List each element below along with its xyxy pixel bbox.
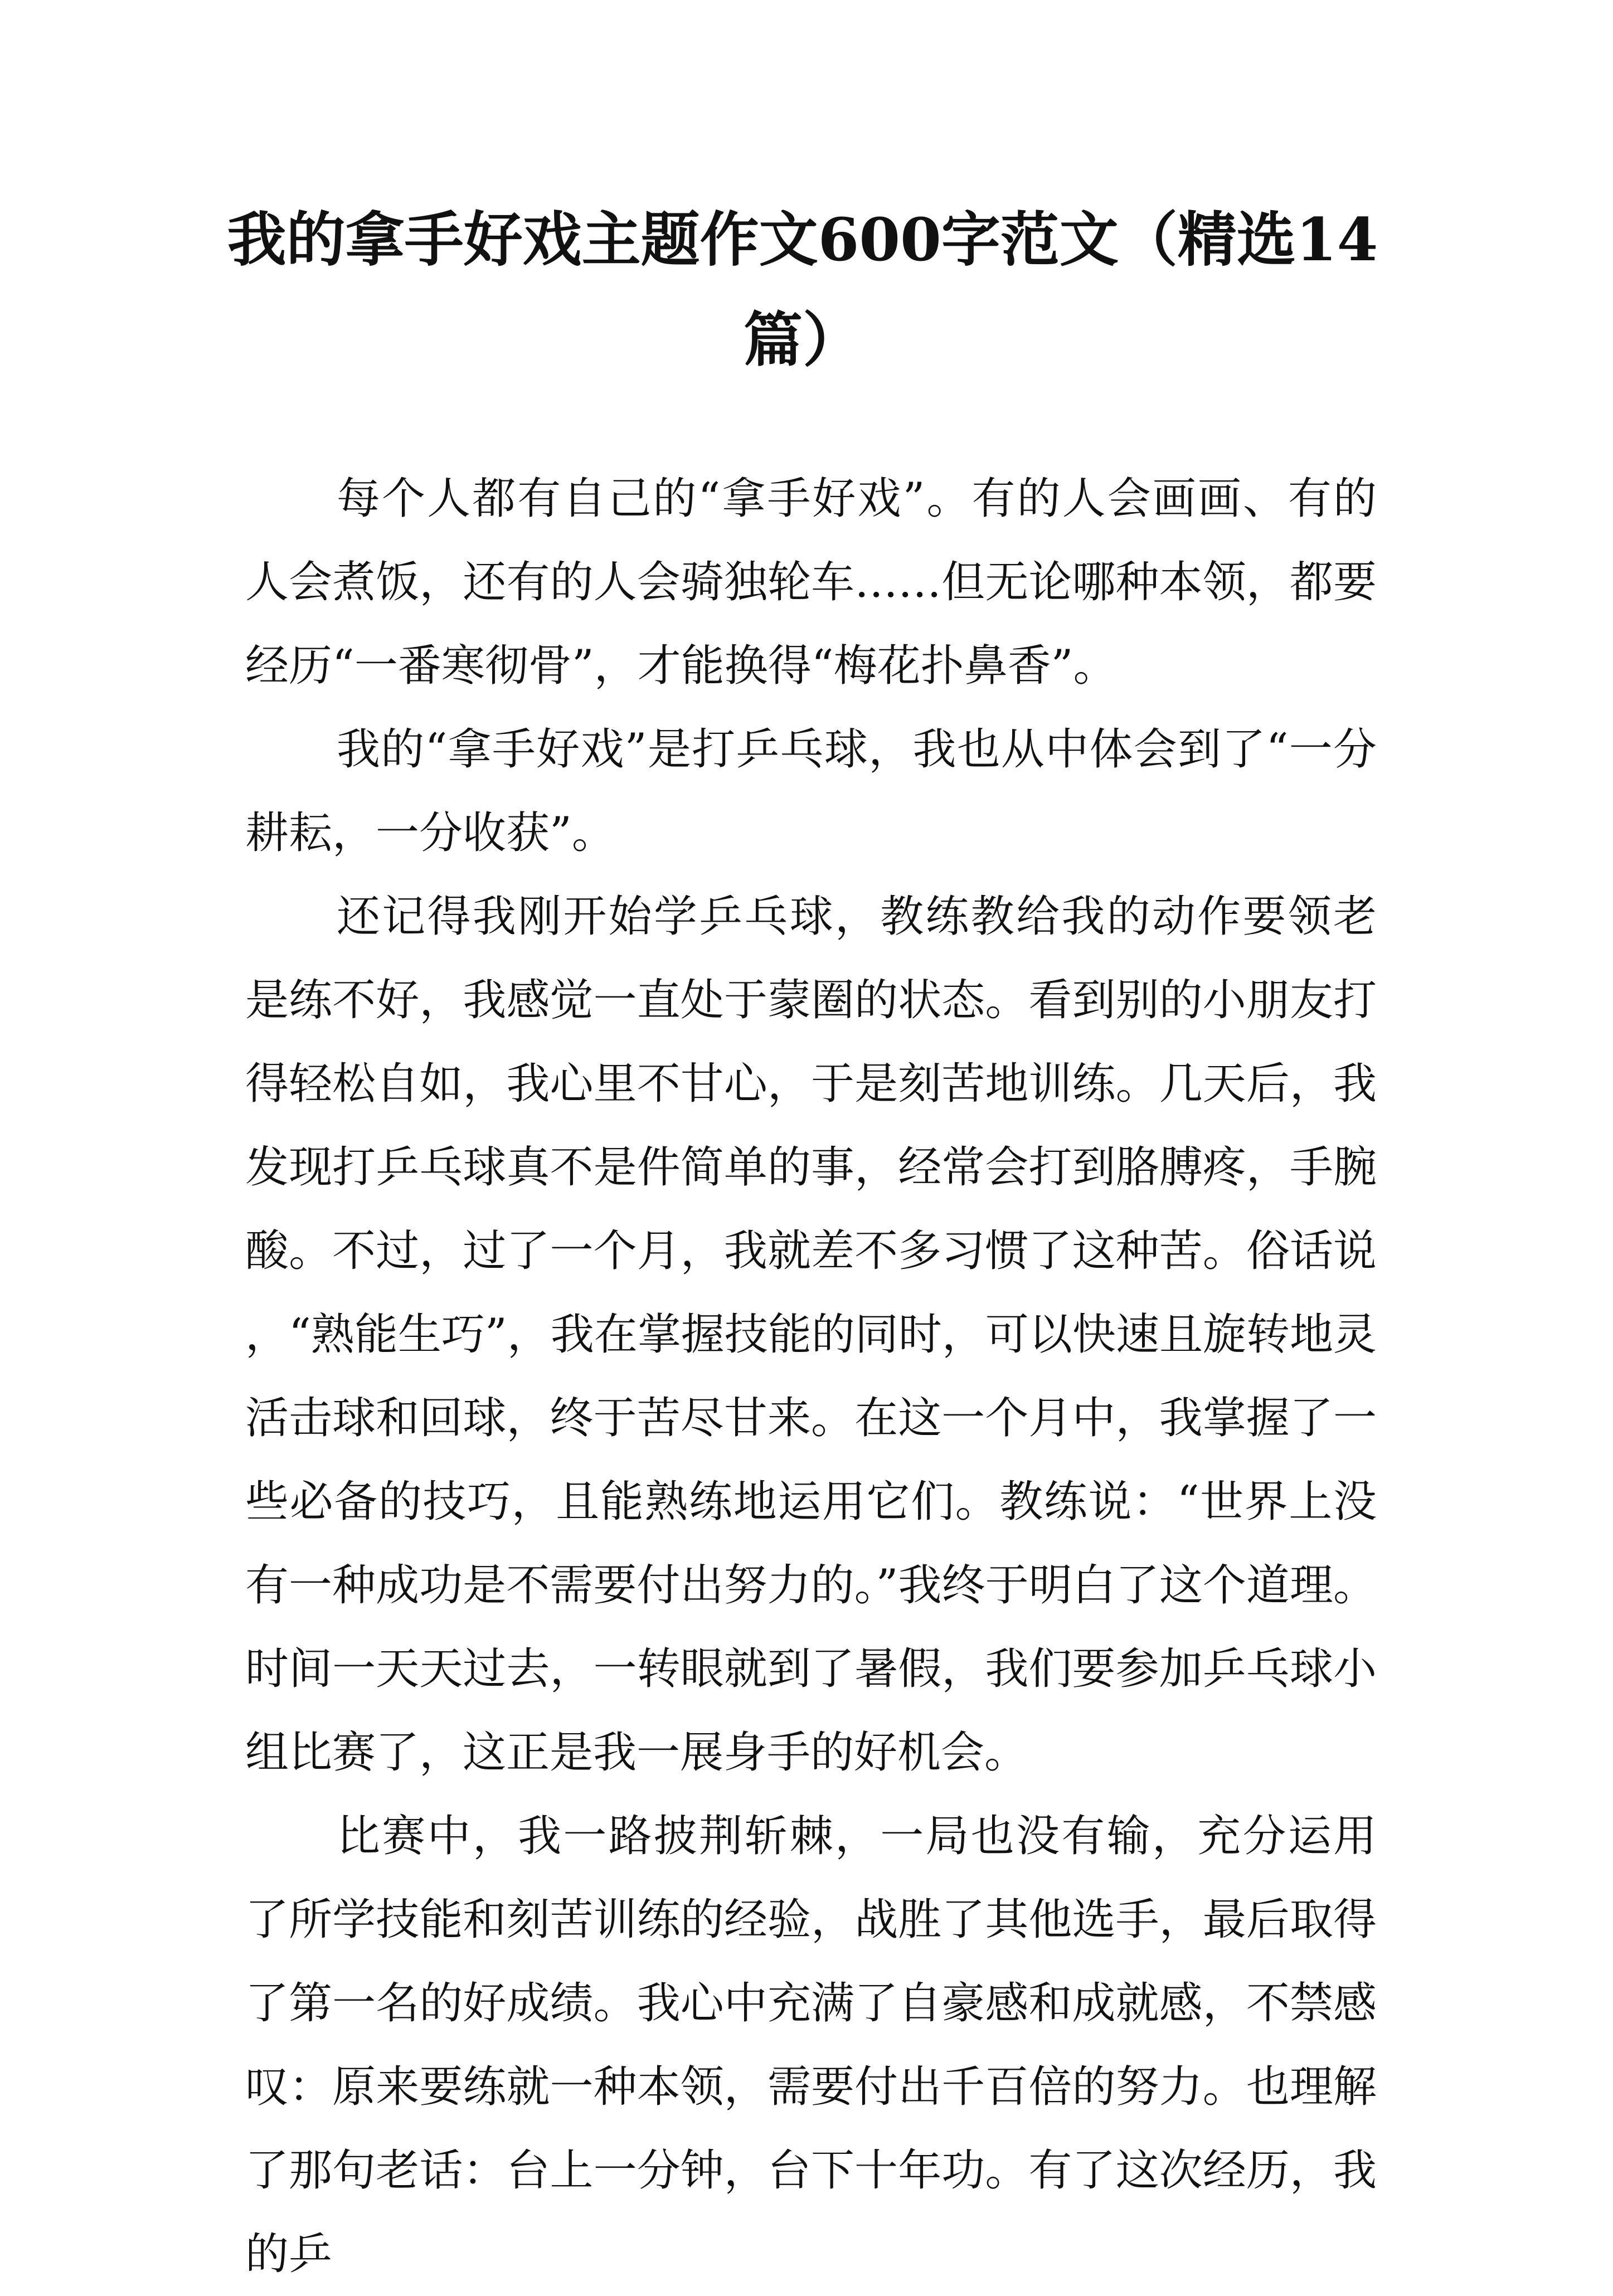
paragraph-4: 比赛中，我一路披荆斩棘，一局也没有输，充分运用了所学技能和刻苦训练的经验，战胜了其他选手，最后取得了第一名的好成绩。我心中充满了自豪感和成就感，不禁感叹：原来要练就一种本领，需要付出千百倍的努力。也理解了那句老话：台上一分钟，台下十年功。有了这次经历，我的乒 <box>245 1811 1377 2279</box>
paragraph-2: 我的“拿手好戏”是打乒乓球，我也从中体会到了“一分耕耘，一分收获”。 <box>245 724 1377 858</box>
paragraph-3: 还记得我刚开始学乒乓球，教练教给我的动作要领老是练不好，我感觉一直处于蒙圈的状态。看到别的小朋友打得轻松自如，我心里不甘心，于是刻苦地训练。几天后，我发现打乒乓球真不是件简单的事，经常会打到胳膊疼，手腕酸。不过，过了一个月，我就差不多习惯了这种苦。俗话说，“熟能生巧”，我在掌握技能的同时，可以快速且旋转地灵活击球和回球，终于苦尽甘来。在这一个月中，我掌握了一些必备的技巧，且能熟练地运用它们。教练说：“世界上没有一种成功是不需要付出努力的。”我终于明白了这个道理。时间一天天过去，一转眼就到了暑假，我们要参加乒乓球小组比赛了，这正是我一展身手的好机会。 <box>245 892 1377 1778</box>
document-title: 我的拿手好戏主题作文600字范文（精选14篇） <box>227 205 1378 374</box>
paragraph-1: 每个人都有自己的“拿手好戏”。有的人会画画、有的人会煮饭，还有的人会骑独轮车……但无论哪种本领，都要经历“一番寒彻骨”，才能换得“梅花扑鼻香”。 <box>245 474 1377 691</box>
document-body <box>245 457 1377 2296</box>
